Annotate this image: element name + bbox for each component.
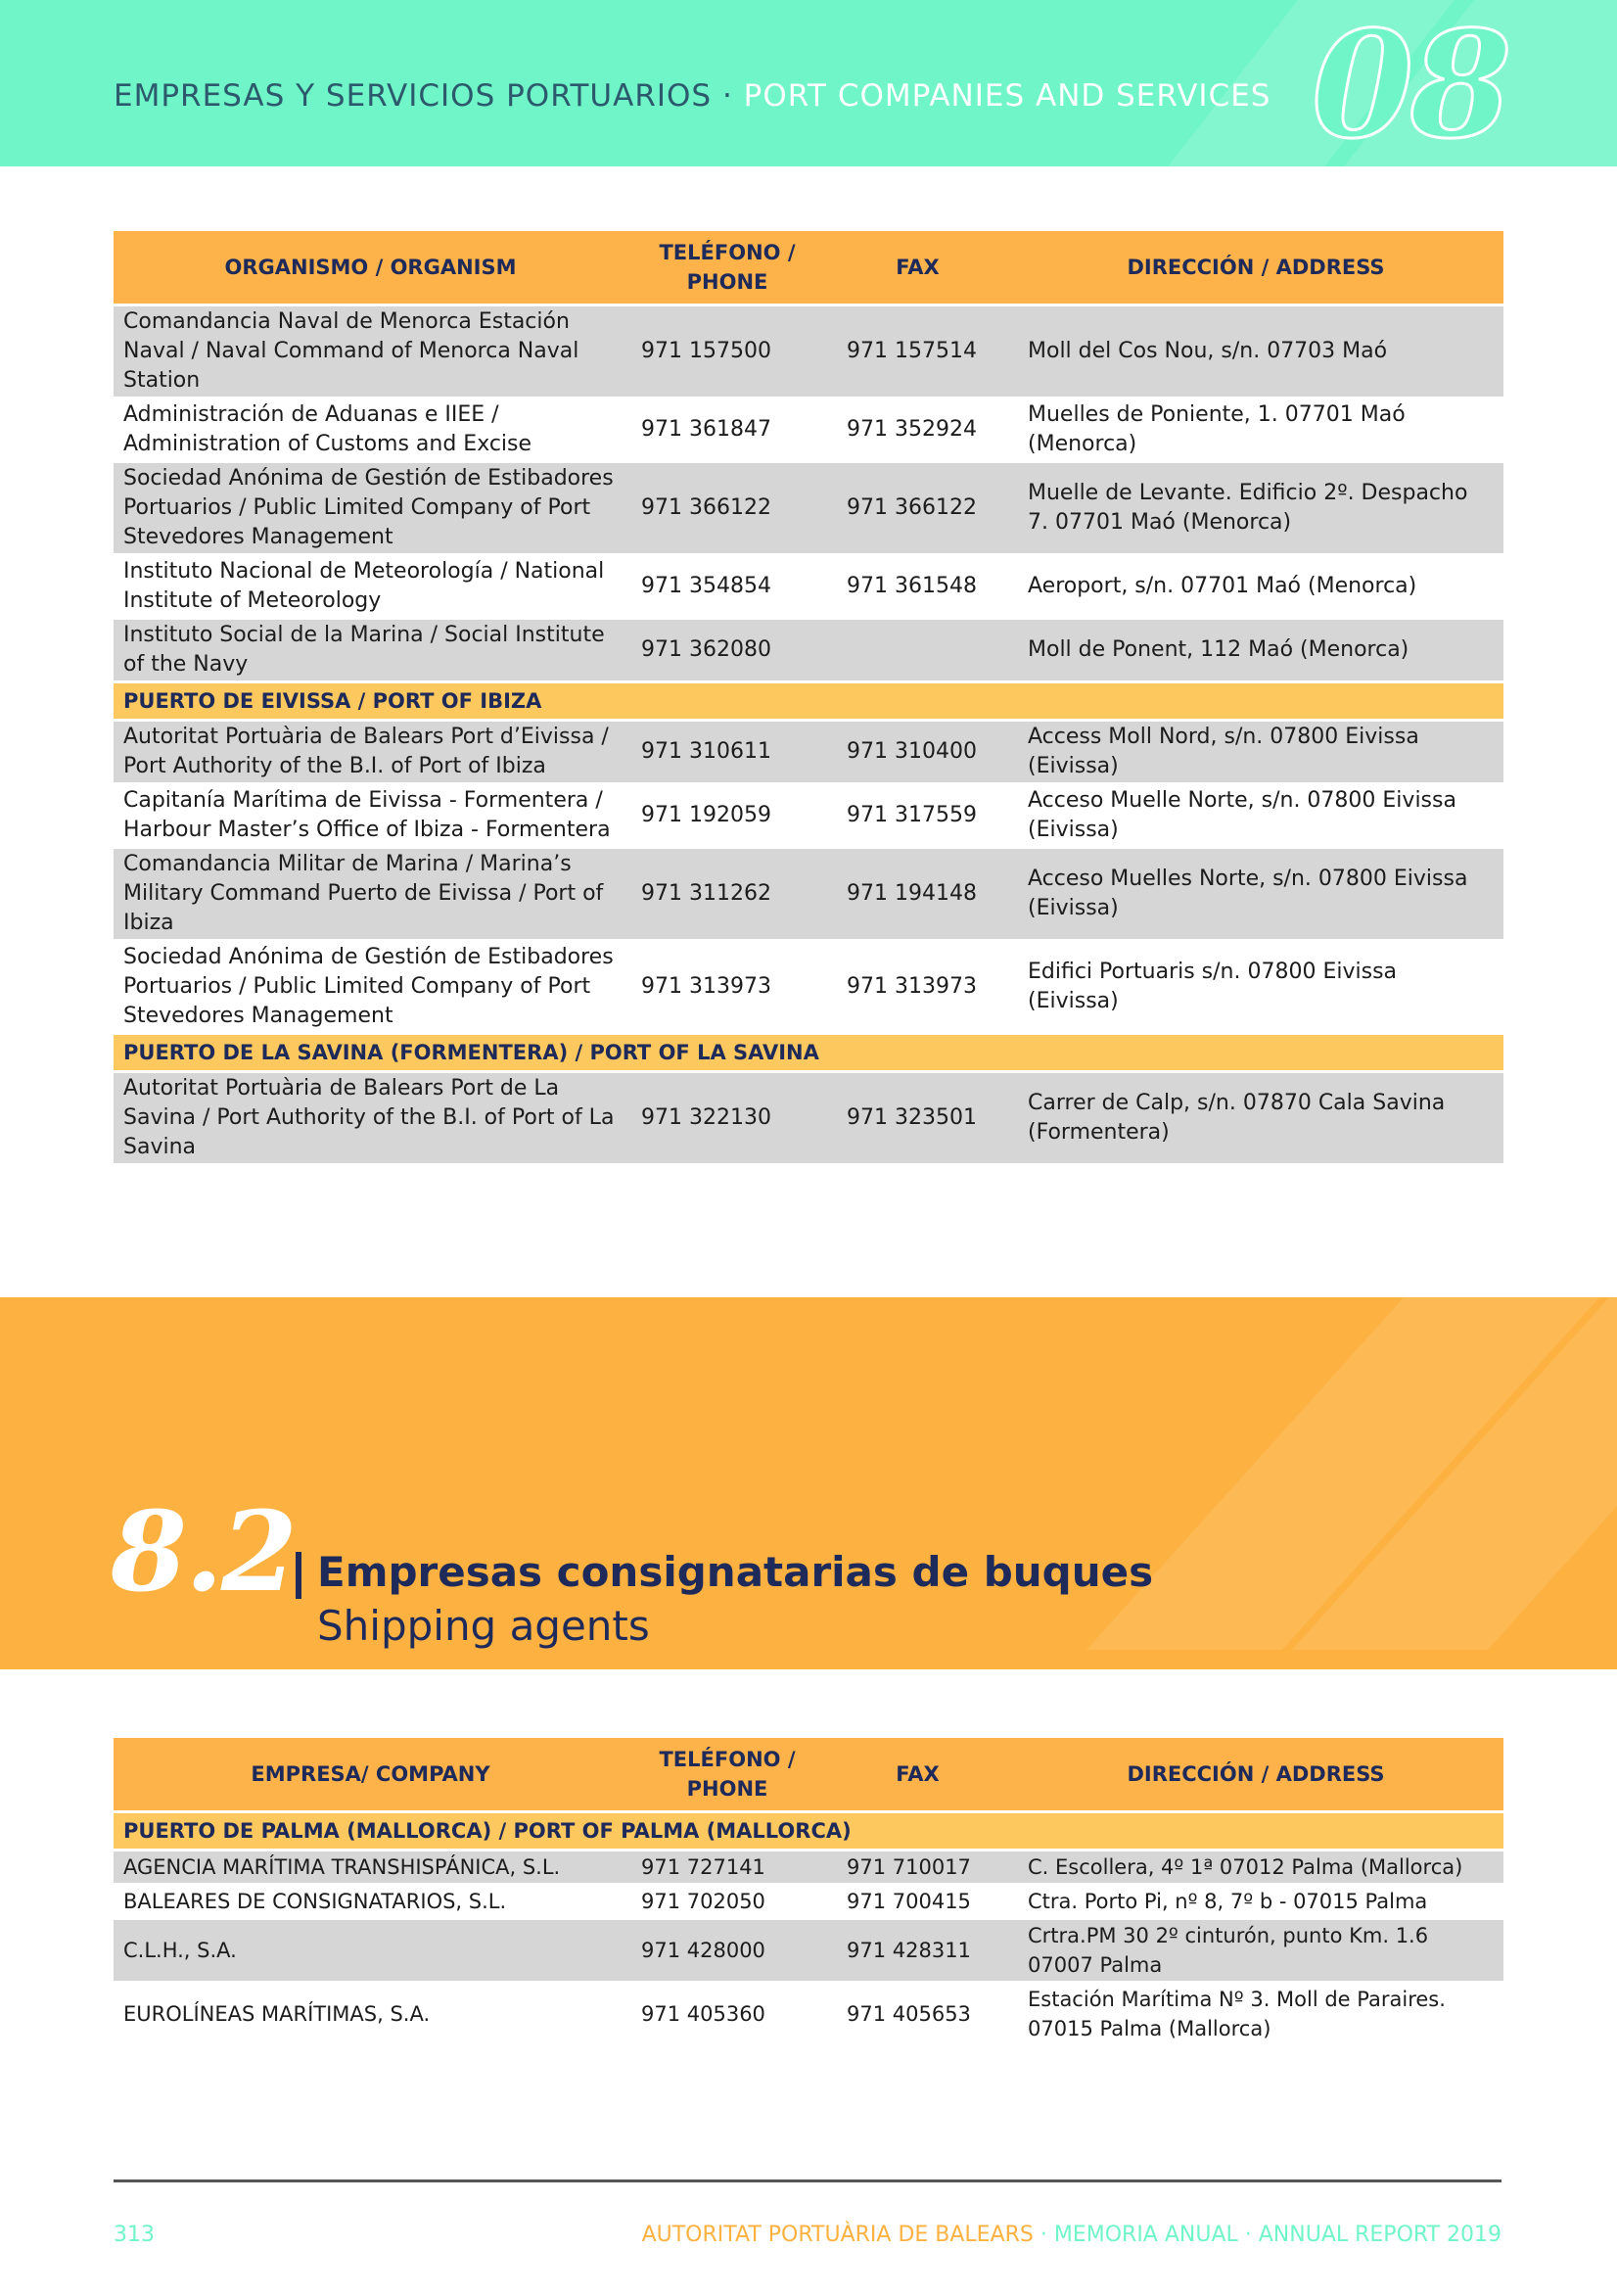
table-row: [114, 1920, 1503, 1981]
footer-text: [642, 2223, 1502, 2247]
section-label: PUERTO DE LA SAVINA (FORMENTERA) / PORT OF LA SAVINA: [114, 1035, 1503, 1070]
phone-cell: 971 192059: [627, 785, 827, 846]
phone-cell: 971 366122: [627, 463, 827, 553]
address-cell: Crtra.PM 30 2º cinturón, punto Km. 1.6 07007 Palma: [1008, 1920, 1503, 1981]
section-label: PUERTO DE PALMA (MALLORCA) / PORT OF PALMA (MALLORCA): [114, 1813, 1503, 1849]
table-header: [114, 231, 1503, 304]
phone-cell: 971 322130: [627, 1073, 827, 1163]
section-number: 8.2: [111, 1488, 296, 1617]
address-cell: Access Moll Nord, s/n. 07800 Eivissa (Eivissa): [1008, 722, 1503, 782]
footer-report: · MEMORIA ANUAL · ANNUAL REPORT 2019: [1033, 2223, 1502, 2247]
address-cell: Edifici Portuaris s/n. 07800 Eivissa (Eivissa): [1008, 942, 1503, 1032]
phone-cell: 971 361847: [627, 399, 827, 460]
table-row: [114, 942, 1503, 1032]
column-header: EMPRESA/ COMPANY: [114, 1738, 627, 1810]
column-header: FAX: [827, 1738, 1008, 1810]
organism-cell: Administración de Aduanas e IIEE / Administration of Customs and Excise: [114, 399, 627, 460]
table-row: [114, 1073, 1503, 1163]
organism-cell: Autoritat Portuària de Balears Port d’Eivissa / Port Authority of the B.I. of Port of Ibiza: [114, 722, 627, 782]
organism-cell: Autoritat Portuària de Balears Port de La Savina / Port Authority of the B.I. of Port of La Savina: [114, 1073, 627, 1163]
phone-cell: 971 405360: [627, 1984, 827, 2044]
table-row: [114, 463, 1503, 553]
section-label: PUERTO DE EIVISSA / PORT OF IBIZA: [114, 683, 1503, 719]
page-number: 313: [114, 2223, 155, 2247]
footer-organization: AUTORITAT PORTUÀRIA DE BALEARS: [641, 2223, 1034, 2247]
table-row: [114, 399, 1503, 460]
phone-cell: 971 727141: [627, 1851, 827, 1883]
table-row: [114, 620, 1503, 680]
fax-cell: 971 352924: [827, 399, 1008, 460]
column-header: FAX: [827, 231, 1008, 304]
section-row-ibiza: [114, 683, 1503, 719]
organism-cell: Comandancia Naval de Menorca Estación Naval / Naval Command of Menorca Naval Station: [114, 306, 627, 397]
address-cell: Moll de Ponent, 112 Maó (Menorca): [1008, 620, 1503, 680]
section-row-savina: [114, 1035, 1503, 1070]
fax-cell: 971 310400: [827, 722, 1008, 782]
address-cell: Aeroport, s/n. 07701 Maó (Menorca): [1008, 556, 1503, 617]
section-title-es: Empresas consignatarias de buques: [317, 1548, 1154, 1596]
address-cell: Estación Marítima Nº 3. Moll de Paraires. 07015 Palma (Mallorca): [1008, 1984, 1503, 2044]
column-header: DIRECCIÓN / ADDRESS: [1008, 1738, 1503, 1810]
fax-cell: 971 405653: [827, 1984, 1008, 2044]
section-divider: [296, 1552, 301, 1599]
fax-cell: 971 313973: [827, 942, 1008, 1032]
section-row-palma: [114, 1813, 1503, 1849]
fax-cell: 971 323501: [827, 1073, 1008, 1163]
address-cell: Acceso Muelle Norte, s/n. 07800 Eivissa (Eivissa): [1008, 785, 1503, 846]
table-row: [114, 1984, 1503, 2044]
section-title-en: Shipping agents: [317, 1602, 650, 1650]
table-row: [114, 1886, 1503, 1917]
phone-cell: 971 362080: [627, 620, 827, 680]
phone-cell: 971 310611: [627, 722, 827, 782]
fax-cell: 971 366122: [827, 463, 1008, 553]
company-cell: C.L.H., S.A.: [114, 1920, 627, 1981]
phone-cell: 971 428000: [627, 1920, 827, 1981]
address-cell: C. Escollera, 4º 1ª 07012 Palma (Mallorca): [1008, 1851, 1503, 1883]
table-row: [114, 1851, 1503, 1883]
fax-cell: 971 157514: [827, 306, 1008, 397]
company-cell: BALEARES DE CONSIGNATARIOS, S.L.: [114, 1886, 627, 1917]
organisms-table: [114, 228, 1503, 1166]
address-cell: Muelles de Poniente, 1. 07701 Maó (Menorca): [1008, 399, 1503, 460]
fax-cell: 971 428311: [827, 1920, 1008, 1981]
chapter-number: 08: [1312, 0, 1508, 166]
chapter-title-en: PORT COMPANIES AND SERVICES: [743, 78, 1271, 114]
column-header: ORGANISMO / ORGANISM: [114, 231, 627, 304]
chapter-header: [0, 0, 1617, 166]
phone-cell: 971 702050: [627, 1886, 827, 1917]
table-row: [114, 849, 1503, 939]
table-row: [114, 306, 1503, 397]
phone-cell: 971 311262: [627, 849, 827, 939]
organism-cell: Instituto Nacional de Meteorología / National Institute of Meteorology: [114, 556, 627, 617]
footer-divider: [114, 2179, 1502, 2182]
address-cell: Carrer de Calp, s/n. 07870 Cala Savina (Formentera): [1008, 1073, 1503, 1163]
title-separator: ·: [712, 78, 744, 114]
organism-cell: Capitanía Marítima de Eivissa - Formentera / Harbour Master’s Office of Ibiza - Formentera: [114, 785, 627, 846]
table-row: [114, 722, 1503, 782]
table-row: [114, 556, 1503, 617]
column-header: TELÉFONO / PHONE: [627, 1738, 827, 1810]
chapter-title: [114, 78, 1270, 114]
fax-cell: [827, 620, 1008, 680]
address-cell: Ctra. Porto Pi, nº 8, 7º b - 07015 Palma: [1008, 1886, 1503, 1917]
column-header: DIRECCIÓN / ADDRESS: [1008, 231, 1503, 304]
organism-cell: Sociedad Anónima de Gestión de Estibadores Portuarios / Public Limited Company of Port Stevedores Management: [114, 463, 627, 553]
address-cell: Muelle de Levante. Edificio 2º. Despacho 7. 07701 Maó (Menorca): [1008, 463, 1503, 553]
table-header: [114, 1738, 1503, 1810]
address-cell: Acceso Muelles Norte, s/n. 07800 Eivissa (Eivissa): [1008, 849, 1503, 939]
organism-cell: Instituto Social de la Marina / Social Institute of the Navy: [114, 620, 627, 680]
column-header: TELÉFONO / PHONE: [627, 231, 827, 304]
phone-cell: 971 354854: [627, 556, 827, 617]
company-cell: EUROLÍNEAS MARÍTIMAS, S.A.: [114, 1984, 627, 2044]
table-row: [114, 785, 1503, 846]
fax-cell: 971 194148: [827, 849, 1008, 939]
fax-cell: 971 710017: [827, 1851, 1008, 1883]
fax-cell: 971 700415: [827, 1886, 1008, 1917]
phone-cell: 971 157500: [627, 306, 827, 397]
organism-cell: Sociedad Anónima de Gestión de Estibadores Portuarios / Public Limited Company of Port Stevedores Management: [114, 942, 627, 1032]
chapter-title-es: EMPRESAS Y SERVICIOS PORTUARIOS: [114, 78, 713, 114]
fax-cell: 971 361548: [827, 556, 1008, 617]
address-cell: Moll del Cos Nou, s/n. 07703 Maó: [1008, 306, 1503, 397]
company-cell: AGENCIA MARÍTIMA TRANSHISPÁNICA, S.L.: [114, 1851, 627, 1883]
fax-cell: 971 317559: [827, 785, 1008, 846]
phone-cell: 971 313973: [627, 942, 827, 1032]
organism-cell: Comandancia Militar de Marina / Marina’s Military Command Puerto de Eivissa / Port of Ibiza: [114, 849, 627, 939]
shipping-agents-table: [114, 1735, 1503, 2047]
